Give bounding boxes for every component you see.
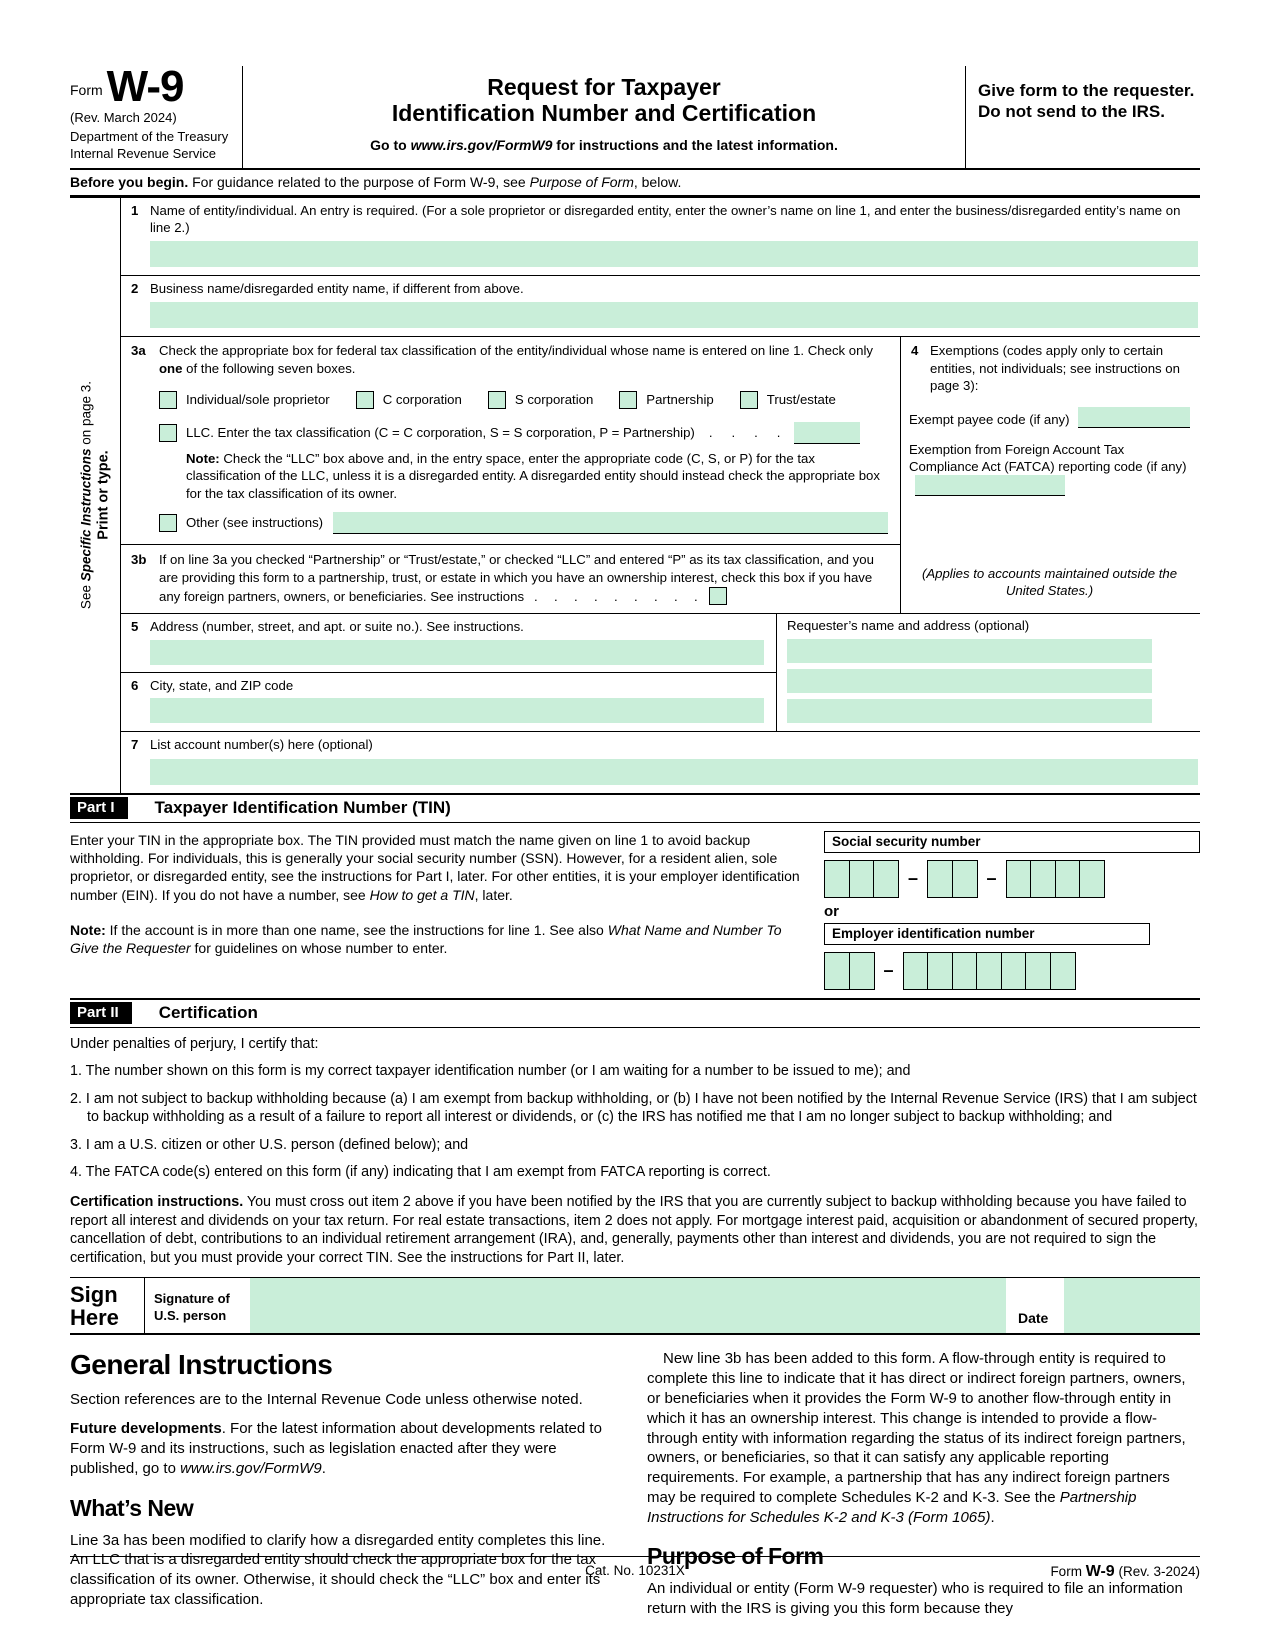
line3b-number: 3b	[131, 551, 147, 567]
line6-row	[121, 673, 776, 723]
address-section	[121, 614, 1200, 732]
ssn-digit-input[interactable]	[1079, 860, 1105, 898]
classification-checkbox-row	[159, 391, 890, 409]
ein-digit-input[interactable]	[1025, 952, 1051, 990]
c-corporation-checkbox[interactable]	[356, 391, 374, 409]
box4-number: 4	[911, 343, 919, 359]
foreign-partners-checkbox[interactable]	[709, 587, 727, 605]
ssn-digit-input[interactable]	[1055, 860, 1081, 898]
whats-new-heading: What’s New	[70, 1494, 194, 1521]
section-references-paragraph: Section references are to the Internal Revenue Code unless otherwise noted.	[70, 1391, 583, 1409]
purpose-of-form-heading: Purpose of Form	[647, 1543, 824, 1570]
s-corporation-checkbox[interactable]	[488, 391, 506, 409]
ein-digit-input[interactable]	[952, 952, 978, 990]
sign-here-label: Sign Here	[70, 1282, 119, 1331]
ein-digit-input[interactable]	[1001, 952, 1027, 990]
fields-area	[120, 198, 1200, 793]
exempt-payee-label: Exempt payee code (if any)	[909, 411, 1070, 427]
sign-here-section	[70, 1277, 1200, 1335]
business-name-input[interactable]	[150, 302, 1198, 328]
box4-exemptions	[900, 337, 1200, 613]
tin-paragraph: Enter your TIN in the appropriate box. The TIN provided must match the name given on line 1 to avoid backup withholding. For individuals, this is generally your social security number (SSN). However, for a resident alien, sole proprietor, or disregarded entity, see the instructions for Part I, later. For other entities, it is your employer identification number (EIN). If you do not have a number, see How to get a TIN, later.	[70, 831, 800, 903]
footer-form-id: Form W-9 (Rev. 3-2024)	[1050, 1563, 1200, 1580]
line3b-text: If on line 3a you checked “Partnership” or “Trust/estate,” or checked “LLC” and entered “P” as its tax classification, and you are providing this form to a partnership, trust, or estate in which you have an ownership interest, check this box if you have any foreign partners, owners, or beneficiaries. See instructions . . . . . . . . .	[159, 551, 874, 604]
ein-digit-input[interactable]	[903, 952, 929, 990]
ssn-digit-input[interactable]	[873, 860, 899, 898]
fatca-code-input[interactable]	[915, 475, 1065, 496]
llc-classification-input[interactable]	[794, 422, 860, 444]
ein-digit-input[interactable]	[824, 952, 850, 990]
line2-label: Business name/disregarded entity name, if different from above.	[150, 281, 524, 297]
ssn-digit-input[interactable]	[927, 860, 953, 898]
tin-boxes-column	[824, 831, 1200, 990]
instructions-section	[70, 1349, 1200, 1619]
certification-item: 4. The FATCA code(s) entered on this form (if any) indicating that I am exempt from FATCA reporting is correct.	[70, 1164, 771, 1181]
line1-number: 1	[131, 202, 139, 218]
date-label: Date	[1018, 1310, 1049, 1327]
line7-number: 7	[131, 737, 139, 753]
print-or-type-sidebar	[70, 198, 120, 793]
certification-intro: Under penalties of perjury, I certify that:	[70, 1035, 319, 1052]
page-footer	[70, 1556, 1200, 1578]
give-form-text: Give form to the requester. Do not send to the IRS.	[978, 81, 1195, 122]
requester-block	[776, 614, 1200, 731]
form-header	[70, 62, 1200, 170]
signature-input[interactable]	[250, 1278, 1006, 1333]
ein-cells	[824, 952, 1200, 990]
part1-header	[70, 793, 1200, 823]
other-checkbox[interactable]	[159, 514, 177, 532]
llc-label: LLC. Enter the tax classification (C = C corporation, S = S corporation, P = Partnership)	[186, 425, 695, 441]
form-title-line1: Request for Taxpayer	[487, 74, 721, 100]
form-title-line2: Identification Number and Certification	[391, 100, 817, 127]
part2-label: Part II	[70, 1002, 132, 1024]
checkbox-partnership: Partnership	[619, 391, 713, 409]
individual-checkbox[interactable]	[159, 391, 177, 409]
ssn-digit-input[interactable]	[849, 860, 875, 898]
ein-label-box: Employer identification number	[824, 923, 1150, 945]
line1-label: Name of entity/individual. An entry is required. (For a sole proprietor or disregarded entity, enter the owner’s name on line 1, and enter the business/disregarded entity’s name on line 2.)	[150, 202, 1181, 236]
irs-url: www.irs.gov/FormW9	[410, 136, 553, 153]
part1-label: Part I	[70, 797, 128, 819]
catalog-number: Cat. No. 10231X	[585, 1563, 685, 1578]
line6-label: City, state, and ZIP code	[150, 677, 294, 693]
fatca-label: Exemption from Foreign Account Tax Compliance Act (FATCA) reporting code (if any)	[909, 441, 1187, 474]
part2-header	[70, 998, 1200, 1028]
requester-input-2[interactable]	[787, 669, 1152, 693]
ein-digit-input[interactable]	[976, 952, 1002, 990]
general-instructions-heading: General Instructions	[70, 1349, 333, 1381]
ein-digit-input[interactable]	[927, 952, 953, 990]
checkbox-individual: Individual/sole proprietor	[159, 391, 330, 409]
certification-item: 2. I am not subject to backup withholding because (a) I am exempt from backup withholding, or (b) I have not been notified by the Internal Revenue Service (IRS) that I am subject to backup withholding as a result of a failure to report all interest or dividends, or (c) the IRS has notified me that I am no longer subject to backup withholding; and	[70, 1090, 1197, 1126]
requester-label: Requester’s name and address (optional)	[787, 618, 1030, 634]
instructions-left-column	[70, 1349, 623, 1619]
line7-row	[121, 732, 1200, 784]
form-number: W-9	[106, 62, 184, 111]
form-word: Form	[70, 82, 103, 99]
ein-digit-input[interactable]	[849, 952, 875, 990]
address-input[interactable]	[150, 640, 764, 665]
name-input[interactable]	[150, 241, 1198, 267]
or-label: or	[824, 902, 839, 920]
applies-note: (Applies to accounts maintained outside the United States.)	[921, 566, 1178, 599]
see-instructions-note: See Specific Instructions on page 3.	[78, 381, 94, 610]
exempt-payee-code-input[interactable]	[1078, 407, 1190, 428]
box4-label: Exemptions (codes apply only to certain entities, not individuals; see instructions on page 3):	[930, 343, 1180, 393]
before-you-begin: Before you begin. For guidance related to the purpose of Form W-9, see Purpose of Form, below.	[70, 170, 1200, 198]
line3b-dot-leaders: . . . . . . . . .	[534, 588, 701, 604]
give-form-block	[966, 66, 1200, 168]
department-label: Department of the Treasury	[70, 129, 229, 145]
llc-line	[159, 422, 890, 444]
classification-section	[121, 337, 1200, 614]
line3a-label: Check the appropriate box for federal tax classification of the entity/individual whose name is entered on line 1. Check only one of the following seven boxes.	[159, 343, 873, 376]
part1-body	[70, 823, 1200, 998]
future-developments-paragraph: Future developments. For the latest information about developments related to Form W-9 and its instructions, such as legislation enacted after they were published, go to www.irs.gov/FormW9.	[70, 1420, 602, 1477]
date-input[interactable]	[1064, 1278, 1200, 1333]
line6-number: 6	[131, 677, 139, 693]
form-body	[70, 198, 1200, 793]
certification-item: 3. I am a U.S. citizen or other U.S. person (defined below); and	[70, 1136, 469, 1153]
ssn-dash: –	[986, 868, 997, 889]
llc-note: Note: Check the “LLC” box above and, in the entry space, enter the appropriate code (C, S, or P) for the tax classification of the LLC, unless it is a disregarded entity. A disregarded entity should instead check the appropriate box for the tax classification of its owner.	[186, 450, 880, 501]
ssn-digit-input[interactable]	[952, 860, 978, 898]
ssn-digit-input[interactable]	[1030, 860, 1056, 898]
ssn-label-box: Social security number	[824, 831, 1200, 853]
fatca-line	[909, 441, 1190, 496]
form-id-block	[70, 62, 242, 168]
whats-new-paragraph: Line 3a has been modified to clarify how a disregarded entity completes this line. An LLC that is a disregarded entity should check the appropriate box for the tax classification of its owner. Otherwise, it should check the “LLC” box and enter its appropriate tax classification.	[70, 1531, 606, 1608]
requester-input-3[interactable]	[787, 699, 1152, 723]
trust-estate-checkbox[interactable]	[740, 391, 758, 409]
line2-row	[121, 276, 1200, 337]
ssn-digit-input[interactable]	[824, 860, 850, 898]
other-label: Other (see instructions)	[186, 515, 324, 531]
ssn-dash: –	[908, 868, 919, 889]
signature-caption: Signature of U.S. person	[144, 1278, 250, 1333]
line3a-number: 3a	[131, 343, 146, 359]
goto-line: Go to www.irs.gov/FormW9 for instructions and the latest information.	[370, 136, 838, 153]
checkbox-trust-estate: Trust/estate	[740, 391, 836, 409]
part2-body	[70, 1028, 1200, 1278]
part2-title: Certification	[158, 1002, 258, 1022]
line5-number: 5	[131, 619, 139, 635]
account-numbers-input[interactable]	[150, 759, 1198, 785]
other-line	[159, 512, 890, 534]
ssn-cells	[824, 860, 1200, 898]
partnership-checkbox[interactable]	[619, 391, 637, 409]
line5-label: Address (number, street, and apt. or suite no.). See instructions.	[150, 619, 524, 635]
ssn-digit-input[interactable]	[1006, 860, 1032, 898]
certification-item: 1. The number shown on this form is my correct taxpayer identification number (or I am waiting for a number to be issued to me); and	[70, 1063, 911, 1080]
llc-dot-leaders: . . . .	[708, 425, 783, 441]
line7-label: List account number(s) here (optional)	[150, 737, 373, 753]
checkbox-s-corp: S corporation	[488, 391, 593, 409]
form-revision: (Rev. March 2024)	[70, 110, 177, 126]
line3b-change-paragraph: New line 3b has been added to this form. A flow-through entity is required to complete this line to indicate that it has direct or indirect foreign partners, owners, or beneficiaries when it provides the Form W-9 to another flow-through entity in which it has an ownership interest. This change is intended to provide a flow-through entity with information regarding the status of its indirect foreign partners, owners, or beneficiaries, so that it can satisfy any applicable reporting requirements. For example, a partnership that has any indirect foreign partners may be required to complete Schedules K-2 and K-3. See the Partnership Instructions for Schedules K-2 and K-3 (Form 1065).	[647, 1350, 1186, 1526]
agency-label: Internal Revenue Service	[70, 145, 216, 161]
purpose-paragraph: An individual or entity (Form W-9 requester) who is required to file an information return with the IRS is giving you this form because they	[647, 1580, 1183, 1618]
print-or-type-label: Print or type.	[95, 450, 112, 540]
line5-row	[121, 614, 776, 672]
ein-dash: –	[883, 960, 894, 981]
part1-text	[70, 831, 824, 990]
city-state-zip-input[interactable]	[150, 698, 764, 723]
line3b-block	[121, 545, 900, 613]
form-title-block	[242, 66, 966, 168]
line1-row	[121, 198, 1200, 276]
llc-checkbox[interactable]	[159, 424, 177, 442]
tin-note: Note: If the account is in more than one name, see the instructions for line 1. See also What Name and Number To Give the Requester for guidelines on whose number to enter.	[70, 921, 782, 957]
ein-digit-input[interactable]	[1050, 952, 1076, 990]
requester-input-1[interactable]	[787, 639, 1152, 663]
line2-number: 2	[131, 281, 139, 297]
other-input[interactable]	[333, 512, 888, 534]
part1-title: Taxpayer Identification Number (TIN)	[154, 797, 451, 817]
exempt-payee-line	[909, 407, 1190, 428]
certification-instructions: Certification instructions. You must cross out item 2 above if you have been notified by the IRS that you are currently subject to backup withholding because you have failed to report all interest and dividends on your tax return. For real estate transactions, item 2 does not apply. For mortgage interest paid, acquisition or abandonment of secured property, cancellation of debt, contributions to an individual retirement arrangement (IRA), and, generally, payments other than interest and dividends, you are not required to sign the certification, but you must provide your correct TIN. See the instructions for Part II, later.	[70, 1194, 1198, 1266]
line3a-block	[121, 337, 900, 545]
checkbox-c-corp: C corporation	[356, 391, 462, 409]
